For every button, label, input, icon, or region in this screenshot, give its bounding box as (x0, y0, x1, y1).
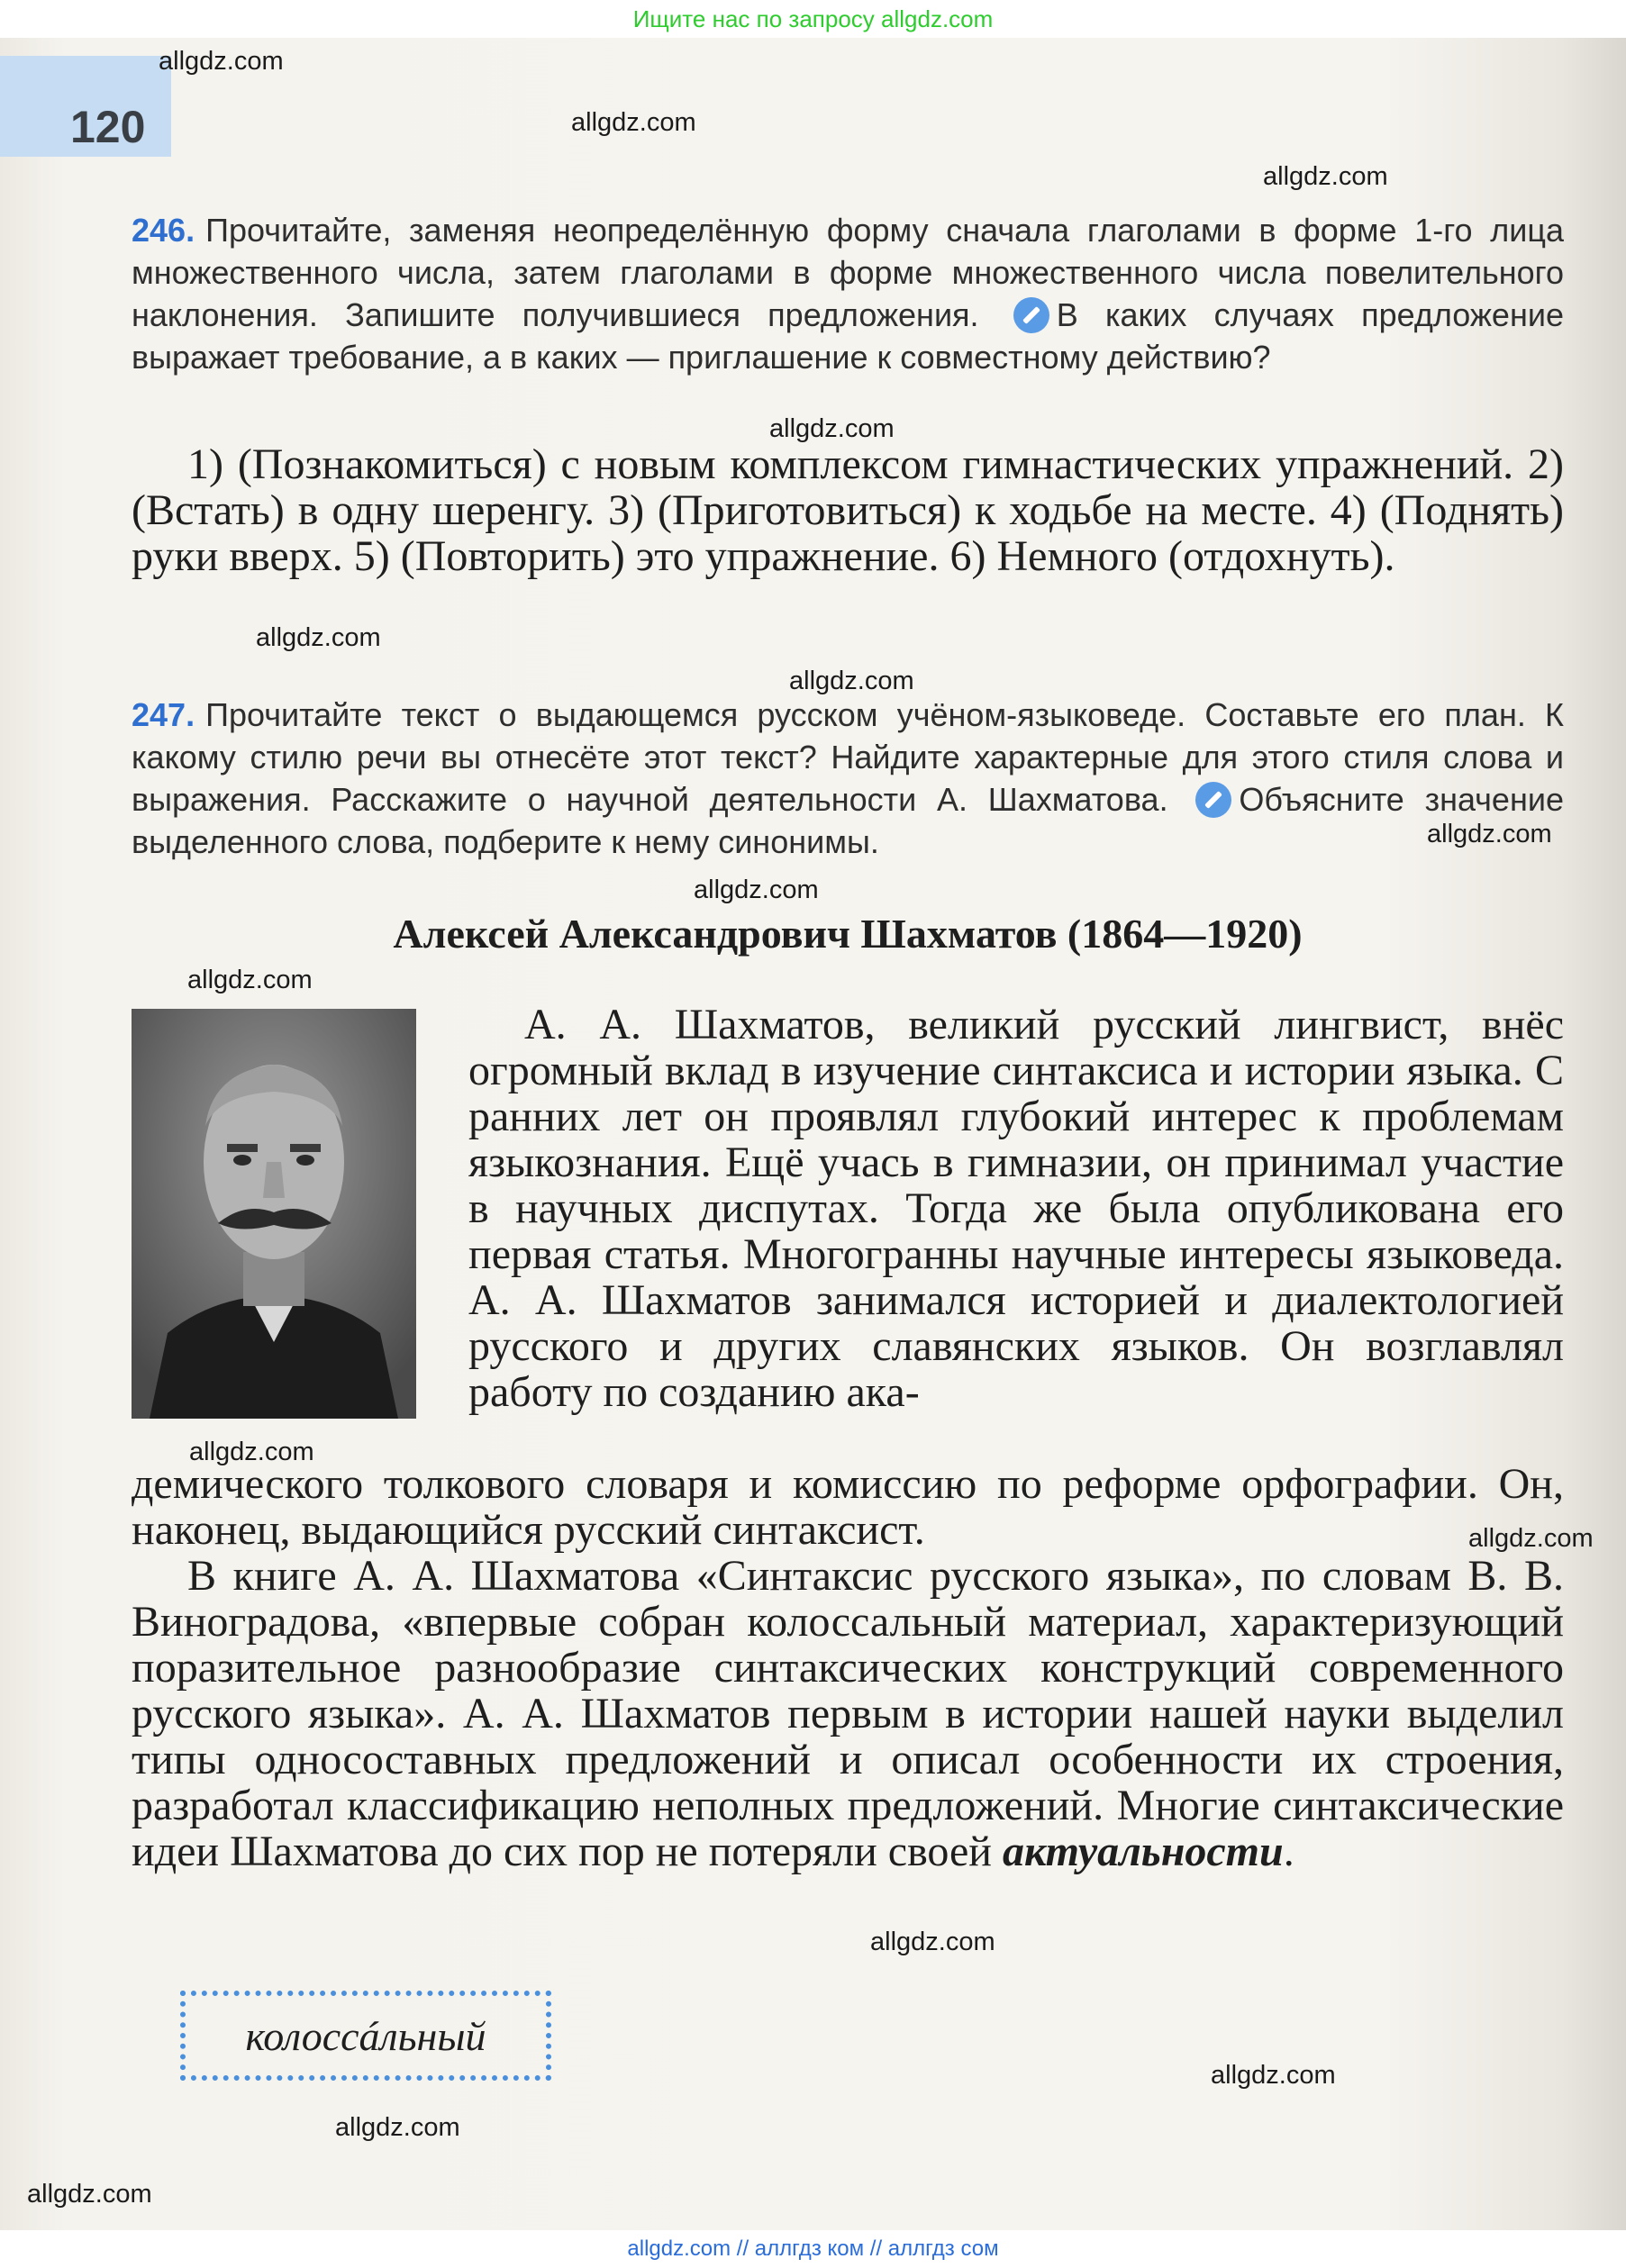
bio-text: . (1283, 1828, 1294, 1875)
bio-right-column (468, 1002, 1564, 1415)
bio-paragraph: А. А. Шахматов, великий русский лингвист, внёс огромный вклад в изучение синтаксиса и истории языка. С ранних лет он проявлял глубокий интерес к проблемам языкознания. Ещё учась в гимназии, он принимал участие в научных диспутах. Тогда же была опубликована его первая статья. Многогранны научные интересы языковеда. А. А. Шахматов занимался историей и диалектологией русского и других славянских языков. Он возглавлял работу по созданию ака- (468, 1001, 1564, 1416)
highlighted-word: актуальности (1002, 1828, 1284, 1875)
task-number: 246. (132, 212, 195, 249)
task-246 (132, 209, 1564, 378)
watermark: allgdz.com (571, 108, 696, 137)
pencil-icon (1013, 297, 1049, 333)
bio-full-width (132, 1461, 1564, 1874)
watermark: allgdz.com (335, 2113, 460, 2142)
bio-paragraph (132, 1553, 1564, 1874)
task-text: Объясните значение выделенного слова, подберите к нему синонимы. (132, 781, 1564, 860)
pencil-icon (1195, 782, 1231, 818)
watermark: allgdz.com (789, 667, 914, 695)
watermark: allgdz.com (1263, 162, 1388, 191)
watermark: allgdz.com (187, 966, 313, 994)
exercise-sentences: 1) (Познакомиться) с новым комплексом гимнастических упражнений. 2) (Встать) в одну шеренгу. 3) (Приготовиться) к ходьбе на месте. 4) (Поднять) руки вверх. 5) (Повторить) это упражнение. 6) Немного (отдохнуть). (132, 440, 1564, 580)
watermark: allgdz.com (694, 875, 819, 904)
watermark: allgdz.com (189, 1438, 314, 1466)
watermark: allgdz.com (1211, 2061, 1336, 2090)
watermark: allgdz.com (27, 2180, 152, 2209)
task-text: Прочитайте текст о выдающемся русском учёном-языковеде. Составьте его план. К какому стилю речи вы отнесёте этот текст? Найдите характерные для этого стиля слова и выражения. Расскажите о научной деятельности А. Шахматова. (132, 696, 1564, 818)
task-text: В каких случаях предложение выражает требование, а в каких — приглашение к совместному действию? (132, 296, 1564, 376)
exercise-text (132, 441, 1564, 579)
task-number: 247. (132, 696, 195, 733)
portrait-photo (132, 1009, 416, 1419)
watermark: allgdz.com (870, 1928, 995, 1956)
bio-paragraph: демического толкового словаря и комиссию по реформе орфографии. Он, наконец, выдающийся русский синтаксист. (132, 1460, 1564, 1554)
portrait-image (132, 1009, 416, 1419)
page-number: 120 (70, 102, 146, 152)
watermark: allgdz.com (1427, 820, 1552, 848)
bottom-banner[interactable]: allgdz.com // аллгдз ком // аллгдз сом (0, 2230, 1626, 2268)
top-banner[interactable]: Ищите нас по запросу allgdz.com (0, 0, 1626, 38)
watermark: allgdz.com (769, 414, 895, 443)
bio-text: В книге А. А. Шахматова «Синтаксис русского языка», по словам В. В. Виноградова, «впервые собран колоссальный материал, характеризующий поразительное разнообразие синтаксических конструкций современного русского языка». А. А. Шахматов первым в истории нашей науки выделил типы односоставных предложений и описал особенности их строения, разработал классификацию неполных предложений. Многие синтаксические идеи Шахматова до сих пор не потеряли своей (132, 1552, 1564, 1875)
watermark: allgdz.com (256, 623, 381, 652)
text-heading: Алексей Александрович Шахматов (1864—1920) (393, 911, 1303, 957)
vocabulary-box (180, 1991, 551, 2081)
task-text: Прочитайте, заменяя неопределённую форму сначала глаголами в форме 1-го лица множественного числа, затем глаголами в форме множественного числа повелительного наклонения. Запишите получившиеся предложения. (132, 212, 1564, 333)
watermark: allgdz.com (1468, 1524, 1594, 1553)
vocabulary-word: колоссáльный (245, 2012, 486, 2059)
task-247 (132, 694, 1564, 863)
watermark: allgdz.com (159, 47, 284, 76)
